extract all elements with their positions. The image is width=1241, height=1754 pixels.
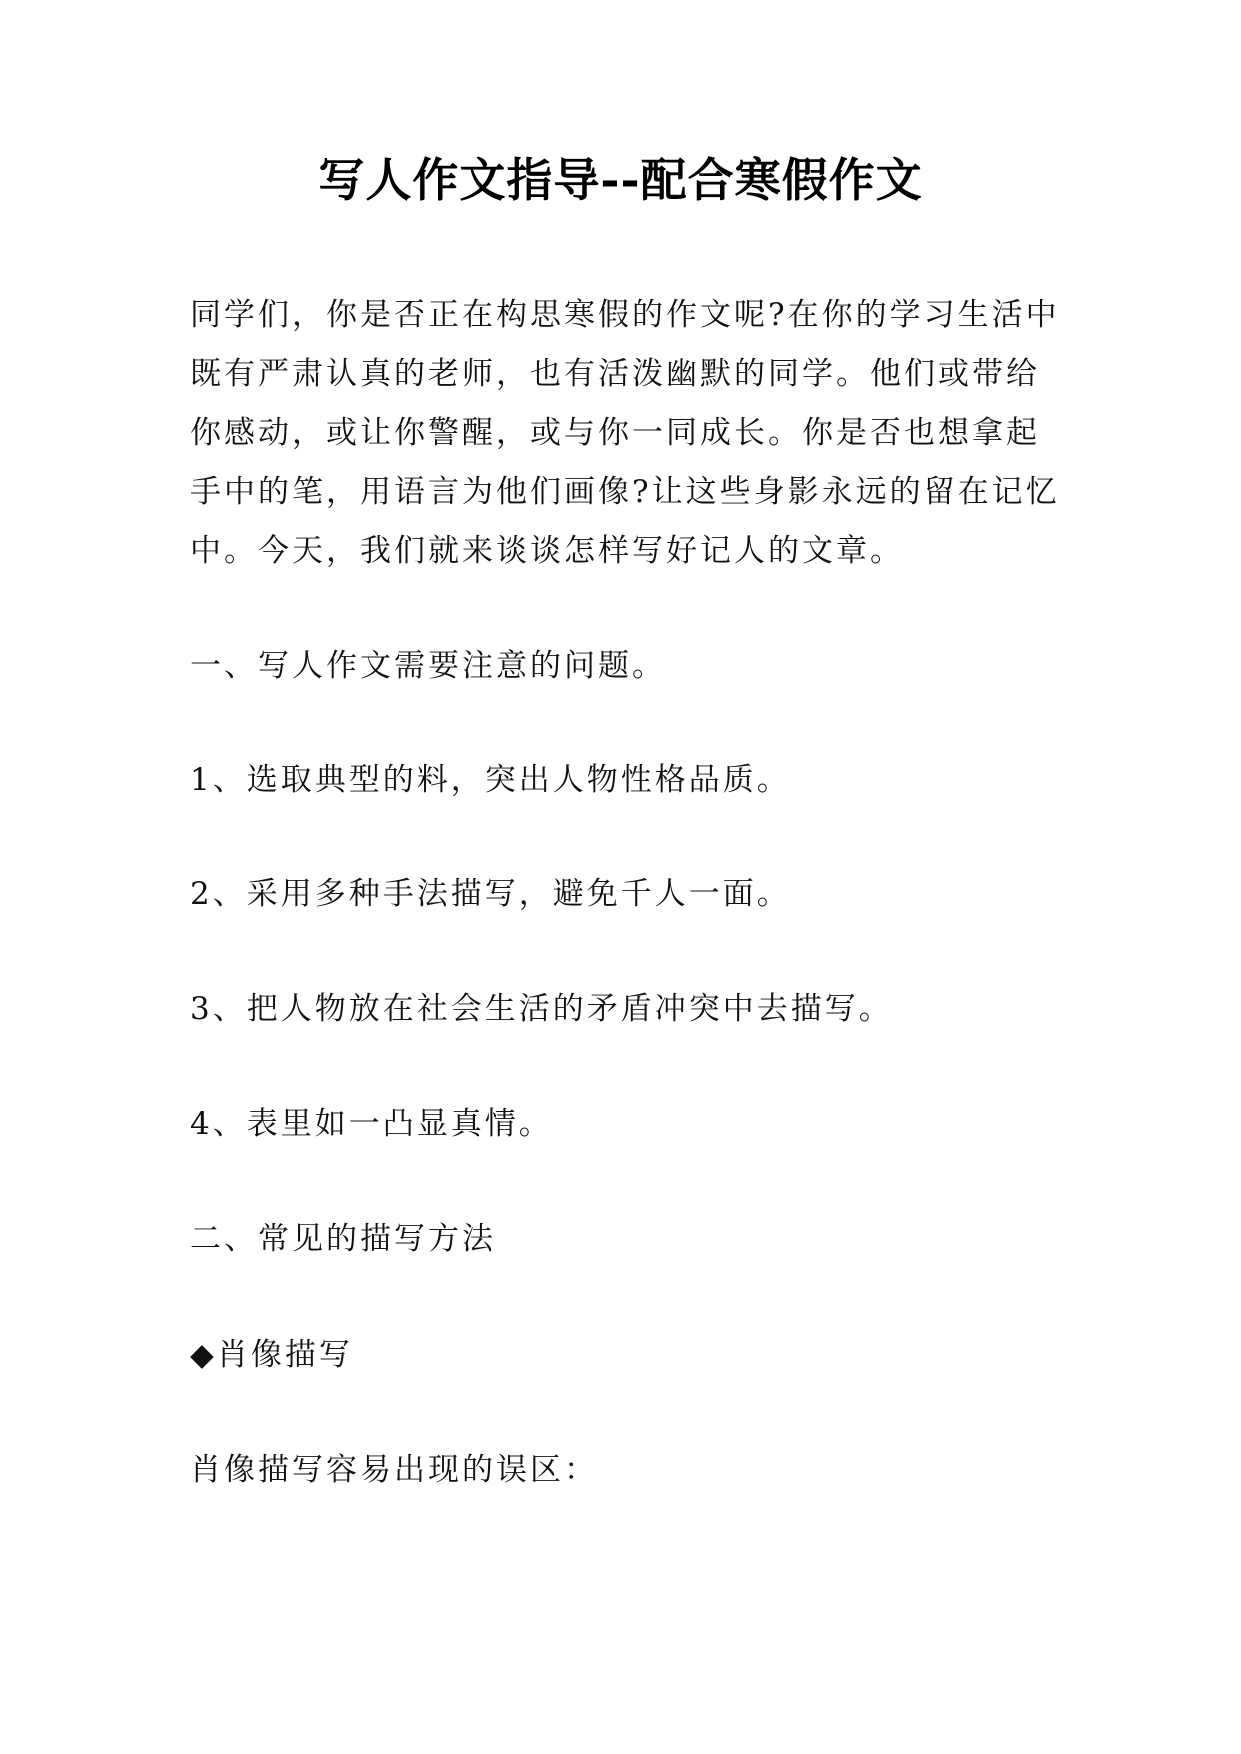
list-item: 4、表里如一凸显真情。 bbox=[190, 1106, 553, 1142]
list-item: 2、采用多种手法描写，避免千人一面。 bbox=[190, 876, 791, 912]
list-item: 1、选取典型的料，突出人物性格品质。 bbox=[190, 762, 791, 798]
section-heading-two: 二、常见的描写方法 bbox=[190, 1221, 496, 1257]
section-heading-one: 一、写人作文需要注意的问题。 bbox=[190, 648, 666, 684]
document-title: 写人作文指导--配合寒假作文 bbox=[318, 153, 923, 207]
paragraph-text: 肖像描写容易出现的误区： bbox=[190, 1452, 598, 1488]
subheading-portrait: ◆肖像描写 bbox=[190, 1337, 353, 1373]
list-item: 3、把人物放在社会生活的矛盾冲突中去描写。 bbox=[190, 991, 893, 1027]
intro-paragraph: 同学们，你是否正在构思寒假的作文呢?在你的学习生活中既有严肃认真的老师，也有活泼幽默的同学。他们或带给你感动，或让你警醒，或与你一同成长。你是否也想拿起手中的笔，用语言为他们画像?让这些身影永远的留在记忆中。今天，我们就来谈谈怎样写好记人的文章。 bbox=[190, 297, 1060, 569]
